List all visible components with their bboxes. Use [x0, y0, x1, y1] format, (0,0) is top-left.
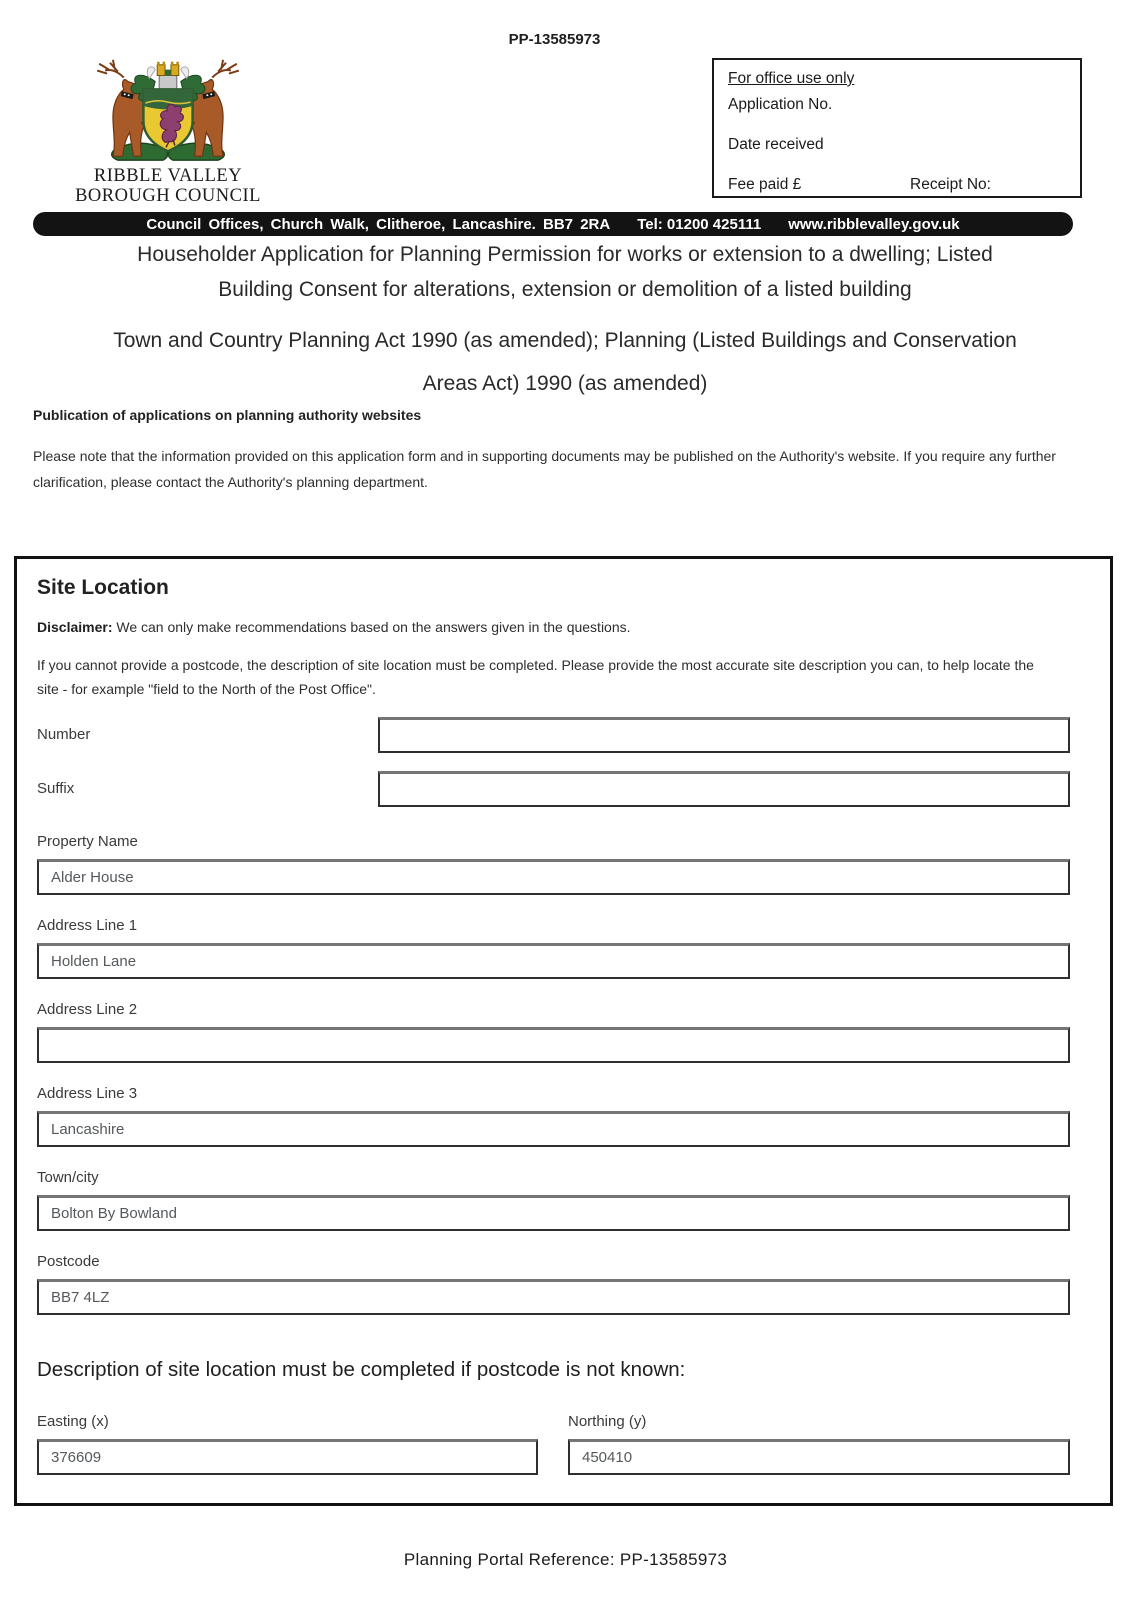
easting-label: Easting (x)	[37, 1413, 109, 1430]
town-city-field	[37, 1169, 1070, 1231]
suffix-input[interactable]	[378, 771, 1070, 807]
banner-address: Council Offices, Church Walk, Clitheroe, Lancashire. BB7 2RA	[146, 215, 611, 233]
site-location-section	[14, 556, 1113, 1506]
form-title	[45, 237, 1085, 307]
postcode-input[interactable]	[37, 1279, 1070, 1315]
address-line-3-input[interactable]	[37, 1111, 1070, 1147]
portal-reference-footer: Planning Portal Reference: PP-13585973	[403, 1550, 728, 1569]
property-name-label: Property Name	[37, 833, 138, 850]
town-city-input[interactable]	[37, 1195, 1070, 1231]
postcode-field	[37, 1253, 1070, 1315]
postcode-label: Postcode	[37, 1253, 100, 1270]
northing-input[interactable]	[568, 1439, 1070, 1475]
address-line-3-field	[37, 1085, 1070, 1147]
site-location-intro: If you cannot provide a postcode, the description of site location must be completed. Please provide the most accurate site description you can, to help locate the site - for example "field to the North of the Post Office".	[37, 657, 1034, 697]
fee-receipt-row	[728, 175, 1066, 195]
legislation-line1: Town and Country Planning Act 1990 (as amended); Planning (Listed Buildings and Conservation	[113, 329, 1017, 352]
number-input[interactable]	[378, 717, 1070, 753]
description-requirement-heading: Description of site location must be completed if postcode is not known:	[37, 1358, 686, 1381]
address-line-2-label: Address Line 2	[37, 1001, 138, 1018]
receipt-no-label: Receipt No:	[910, 176, 991, 193]
office-use-box	[712, 58, 1082, 198]
address-line-3-label: Address Line 3	[37, 1085, 138, 1102]
banner-telephone: Tel: 01200 425111	[637, 215, 762, 233]
banner-website: www.ribblevalley.gov.uk	[788, 215, 960, 233]
site-location-heading: Site Location	[37, 576, 169, 599]
council-crest-icon	[83, 48, 253, 166]
property-name-input[interactable]	[37, 859, 1070, 895]
council-logo	[58, 48, 278, 206]
suffix-field-row	[37, 771, 1070, 807]
council-name-line1: RIBBLE VALLEY	[93, 166, 243, 186]
publication-note-body: Please note that the information provided on this application form and in supporting documents may be published on the Authority's website. If you require any further clarification, please contact the Authority's planning department.	[33, 448, 1056, 490]
publication-note-heading: Publication of applications on planning authority websites	[33, 407, 422, 423]
office-use-heading: For office use only	[728, 70, 855, 87]
form-title-line1: Householder Application for Planning Permission for works or extension to a dwelling; Listed	[137, 243, 993, 266]
date-received-label: Date received	[728, 136, 824, 153]
portal-reference-top: PP-13585973	[508, 31, 601, 48]
application-no-label: Application No.	[728, 96, 833, 113]
address-line-2-input[interactable]	[37, 1027, 1070, 1063]
easting-input[interactable]	[37, 1439, 538, 1475]
northing-field	[568, 1413, 1070, 1475]
disclaimer-text: We can only make recommendations based on the answers given in the questions.	[112, 619, 631, 635]
disclaimer	[37, 617, 1070, 637]
address-line-1-field	[37, 917, 1070, 979]
number-field-row	[37, 717, 1070, 753]
council-address-banner	[33, 212, 1073, 236]
northing-label: Northing (y)	[568, 1413, 647, 1430]
address-line-1-label: Address Line 1	[37, 917, 138, 934]
suffix-label: Suffix	[37, 780, 75, 797]
town-city-label: Town/city	[37, 1169, 99, 1186]
address-line-1-input[interactable]	[37, 943, 1070, 979]
fee-paid-label: Fee paid £	[728, 176, 802, 193]
coordinates-row	[37, 1413, 1070, 1475]
legislation-line2: Areas Act) 1990 (as amended)	[422, 372, 708, 395]
number-label: Number	[37, 726, 91, 743]
legislation-title	[45, 319, 1085, 405]
form-title-line2: Building Consent for alterations, extension or demolition of a listed building	[218, 278, 912, 301]
disclaimer-label: Disclaimer:	[37, 619, 113, 635]
address-line-2-field	[37, 1001, 1070, 1063]
property-name-field	[37, 833, 1070, 895]
easting-field	[37, 1413, 538, 1475]
council-name-line2: BOROUGH COUNCIL	[75, 186, 261, 206]
